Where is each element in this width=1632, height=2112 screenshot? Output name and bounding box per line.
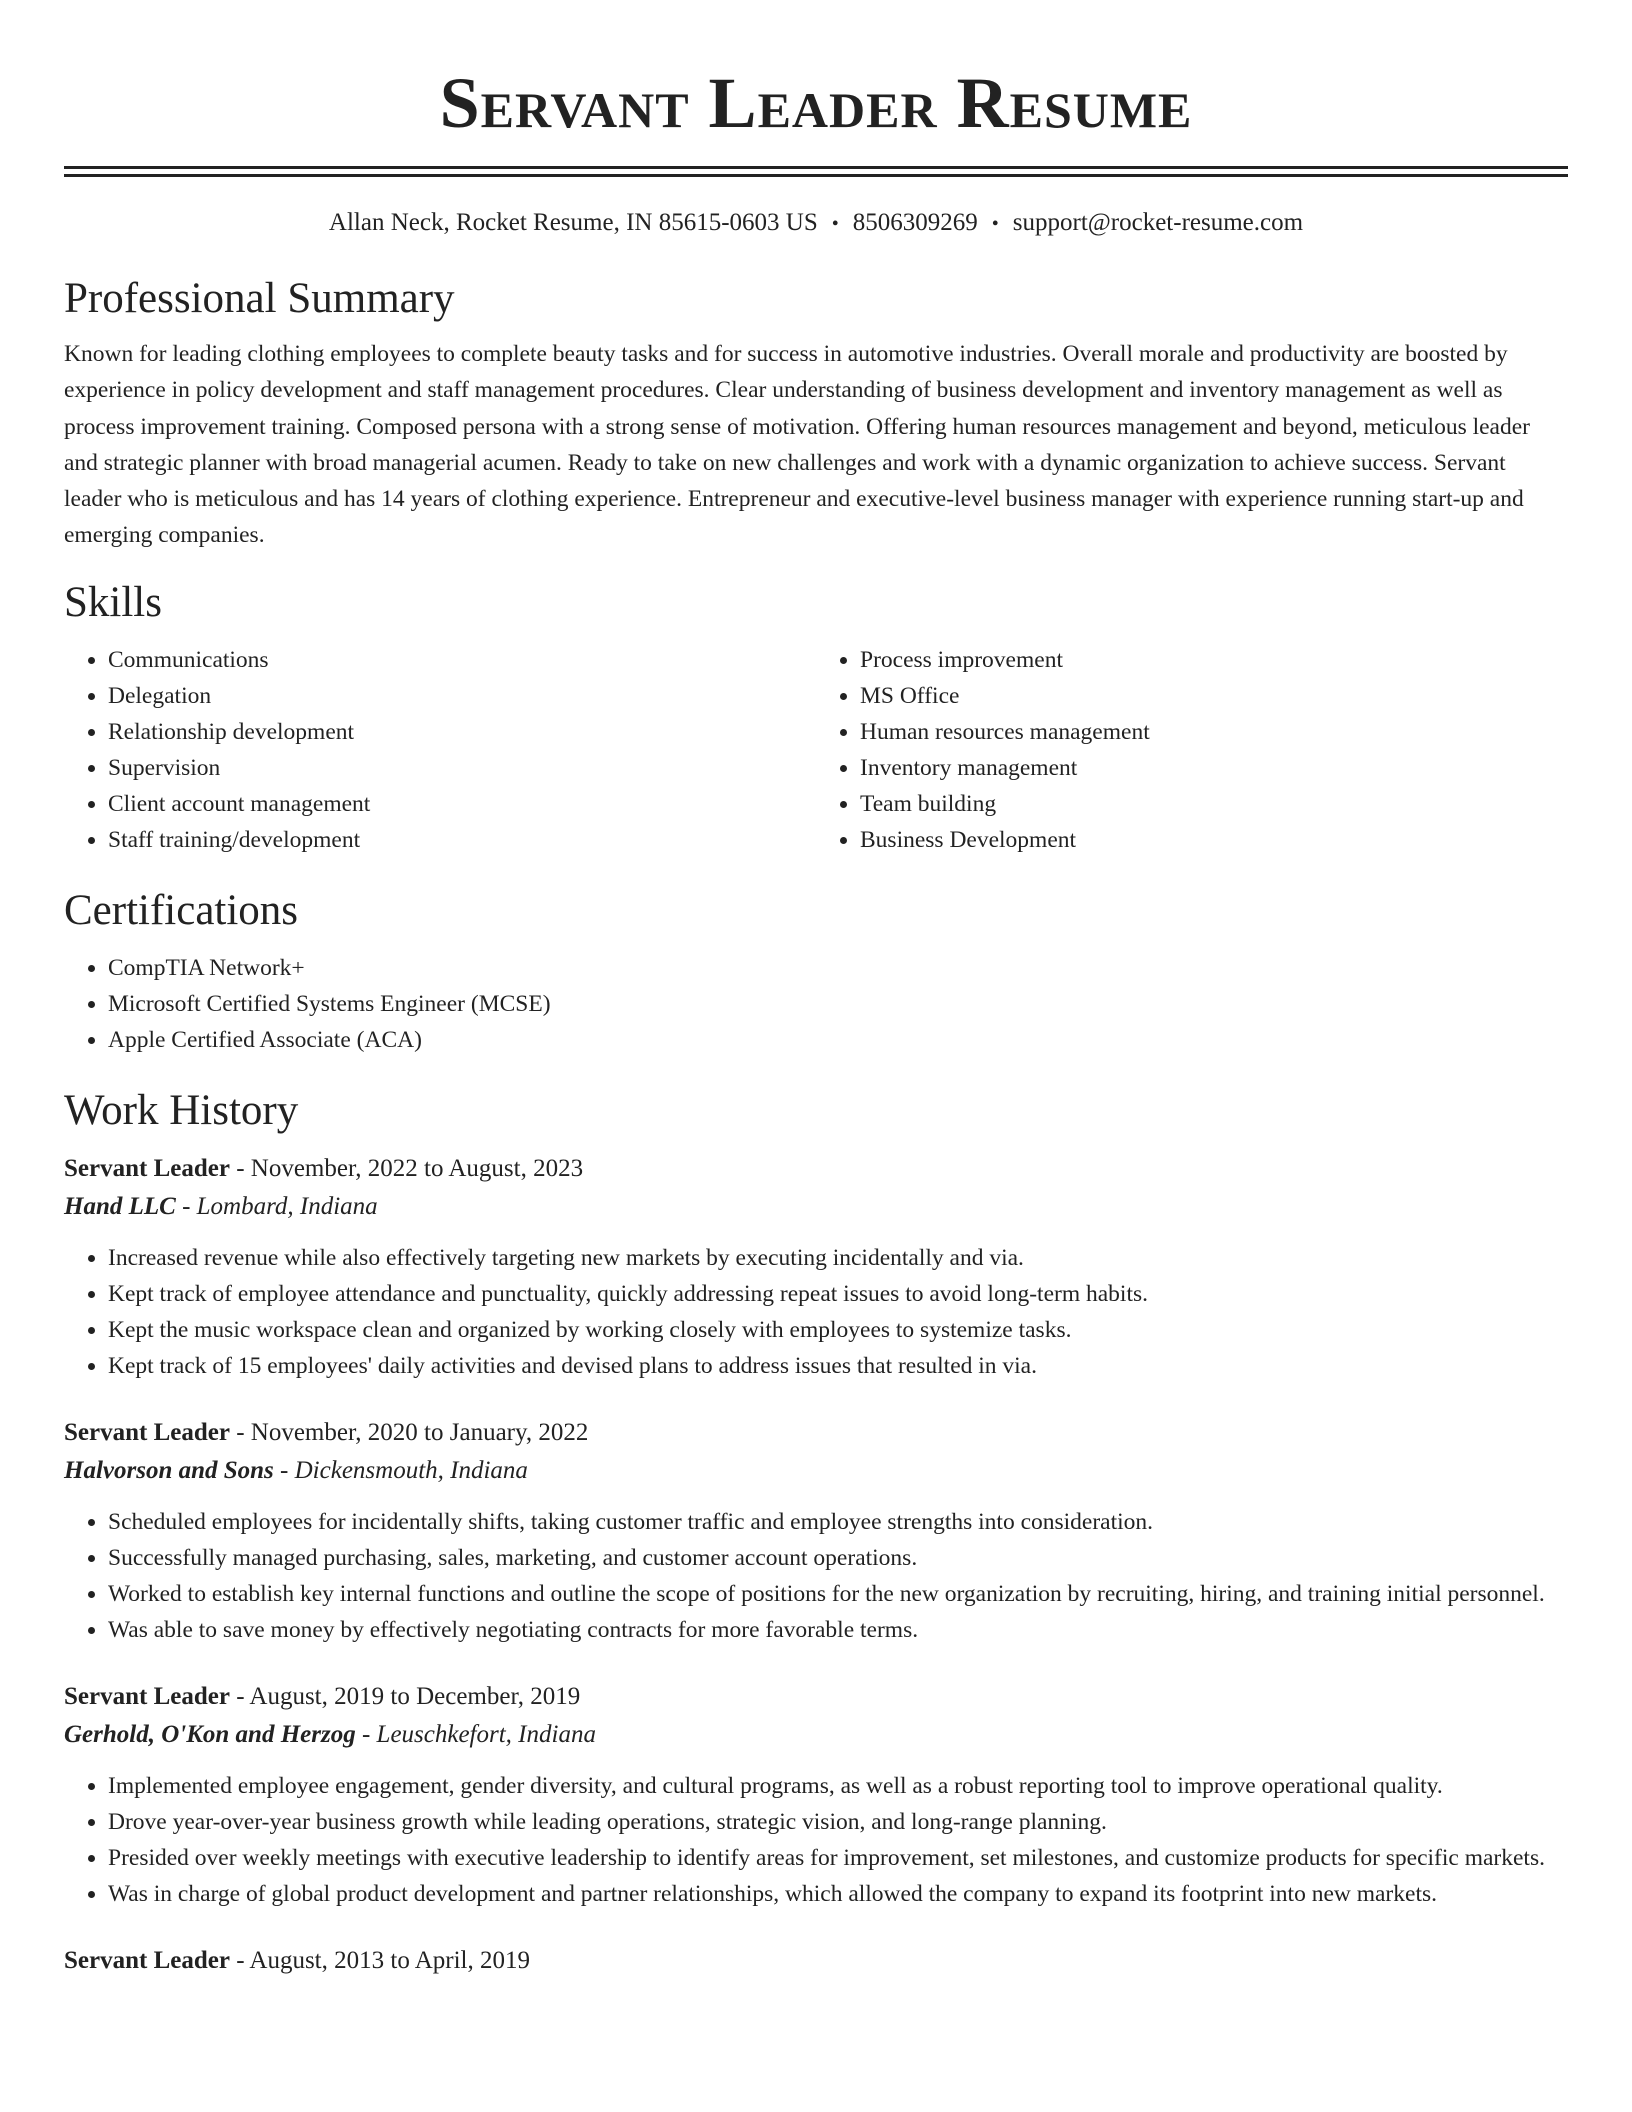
job-role: Servant Leader <box>64 1682 230 1710</box>
skill-item: • Delegation <box>108 678 816 714</box>
skills-columns <box>64 642 1568 858</box>
job-company: Halvorson and Sons <box>64 1456 274 1484</box>
job-location: - Dickensmouth, Indiana <box>273 1456 528 1484</box>
job-bullet: • Increased revenue while also effectively targeting new markets by executing incidentally and via. <box>108 1240 1568 1276</box>
skill-item: • MS Office <box>860 678 1568 714</box>
job-dates: - November, 2022 to August, 2023 <box>229 1154 584 1182</box>
job-dates: - August, 2019 to December, 2019 <box>229 1682 581 1710</box>
contact-separator: • <box>831 213 839 235</box>
contact-phone: 8506309269 <box>852 209 978 236</box>
job-entry <box>64 1150 1568 1384</box>
skills-right-list <box>816 642 1568 858</box>
certification-item: • Microsoft Certified Systems Engineer (MCSE) <box>108 986 1568 1022</box>
certifications-list <box>64 950 1568 1058</box>
job-location: - Leuschkefort, Indiana <box>355 1720 596 1748</box>
skill-item: • Client account management <box>108 786 816 822</box>
skill-item: • Team building <box>860 786 1568 822</box>
certification-item: • CompTIA Network+ <box>108 950 1568 986</box>
skill-item: • Relationship development <box>108 714 816 750</box>
job-bullet: • Kept the music workspace clean and organized by working closely with employees to systemize tasks. <box>108 1312 1568 1348</box>
job-company: Gerhold, O'Kon and Herzog <box>64 1720 356 1748</box>
certification-item: • Apple Certified Associate (ACA) <box>108 1022 1568 1058</box>
work-history-heading: Work History <box>64 1086 299 1134</box>
job-entry <box>64 1414 1568 1648</box>
job-company-line <box>64 1452 1568 1490</box>
job-role: Servant Leader <box>64 1946 230 1974</box>
job-role: Servant Leader <box>64 1418 230 1446</box>
job-header <box>64 1414 1568 1452</box>
job-bullet: • Kept track of employee attendance and punctuality, quickly addressing repeat issues to avoid long-term habits. <box>108 1276 1568 1312</box>
job-dates: - November, 2020 to January, 2022 <box>229 1418 589 1446</box>
skill-item: • Staff training/development <box>108 822 816 858</box>
skills-heading: Skills <box>64 578 162 626</box>
job-location: - Lombard, Indiana <box>175 1192 378 1220</box>
job-bullet: • Kept track of 15 employees' daily activities and devised plans to address issues that resulted in via. <box>108 1348 1568 1384</box>
certifications-heading: Certifications <box>64 886 299 934</box>
job-header <box>64 1678 1568 1716</box>
contact-separator: • <box>991 213 999 235</box>
job-bullet: • Drove year-over-year business growth while leading operations, strategic vision, and long-range planning. <box>108 1804 1568 1840</box>
skill-item: • Communications <box>108 642 816 678</box>
job-company: Hand LLC <box>64 1192 176 1220</box>
job-header <box>64 1150 1568 1188</box>
job-role: Servant Leader <box>64 1154 230 1182</box>
job-bullet: • Was in charge of global product development and partner relationships, which allowed the company to expand its footprint into new markets. <box>108 1876 1568 1912</box>
job-bullet: • Worked to establish key internal functions and outline the scope of positions for the new organization by recruiting, hiring, and training initial personnel. <box>108 1576 1568 1612</box>
resume-page <box>64 0 1568 1980</box>
job-header <box>64 1942 1568 1980</box>
title-double-rule <box>64 166 1568 177</box>
contact-email: support@rocket-resume.com <box>1012 209 1304 236</box>
job-bullets <box>64 1504 1568 1648</box>
job-bullet: • Successfully managed purchasing, sales, marketing, and customer account operations. <box>108 1540 1568 1576</box>
job-bullet: • Presided over weekly meetings with executive leadership to identify areas for improvement, set milestones, and customize products for specific markets. <box>108 1840 1568 1876</box>
skill-item: • Human resources management <box>860 714 1568 750</box>
skill-item: • Business Development <box>860 822 1568 858</box>
job-bullet: • Implemented employee engagement, gender diversity, and cultural programs, as well as a robust reporting tool to improve operational quality. <box>108 1768 1568 1804</box>
job-company-line <box>64 1188 1568 1226</box>
job-bullets <box>64 1240 1568 1384</box>
resume-title: Servant Leader Resume <box>439 63 1193 143</box>
job-entry <box>64 1942 1568 1980</box>
skill-item: • Supervision <box>108 750 816 786</box>
summary-heading: Professional Summary <box>64 275 455 322</box>
skills-left-list <box>64 642 816 858</box>
job-bullet: • Scheduled employees for incidentally shifts, taking customer traffic and employee strengths into consideration. <box>108 1504 1568 1540</box>
contact-address: Allan Neck, Rocket Resume, IN 85615-0603 US <box>328 209 818 236</box>
job-bullets <box>64 1768 1568 1912</box>
summary-text: Known for leading clothing employees to complete beauty tasks and for success in automotive industries. Overall morale and productivity are boosted by experience in policy development and staff management procedures. Clear understanding of business development and inventory management as well as process improvement training. Composed persona with a strong sense of motivation. Offering human resources management and beyond, meticulous leader and strategic planner with broad managerial acumen. Ready to take on new challenges and work with a dynamic organization to achieve success. Servant leader who is meticulous and has 14 years of clothing experience. Entrepreneur and executive-level business manager with experience running start-up and emerging companies. <box>64 341 1530 549</box>
job-bullet: • Was able to save money by effectively negotiating contracts for more favorable terms. <box>108 1612 1568 1648</box>
contact-line <box>64 205 1568 242</box>
job-entry <box>64 1678 1568 1912</box>
skill-item: • Inventory management <box>860 750 1568 786</box>
skill-item: • Process improvement <box>860 642 1568 678</box>
job-dates: - August, 2013 to April, 2019 <box>229 1946 530 1974</box>
job-company-line <box>64 1716 1568 1754</box>
